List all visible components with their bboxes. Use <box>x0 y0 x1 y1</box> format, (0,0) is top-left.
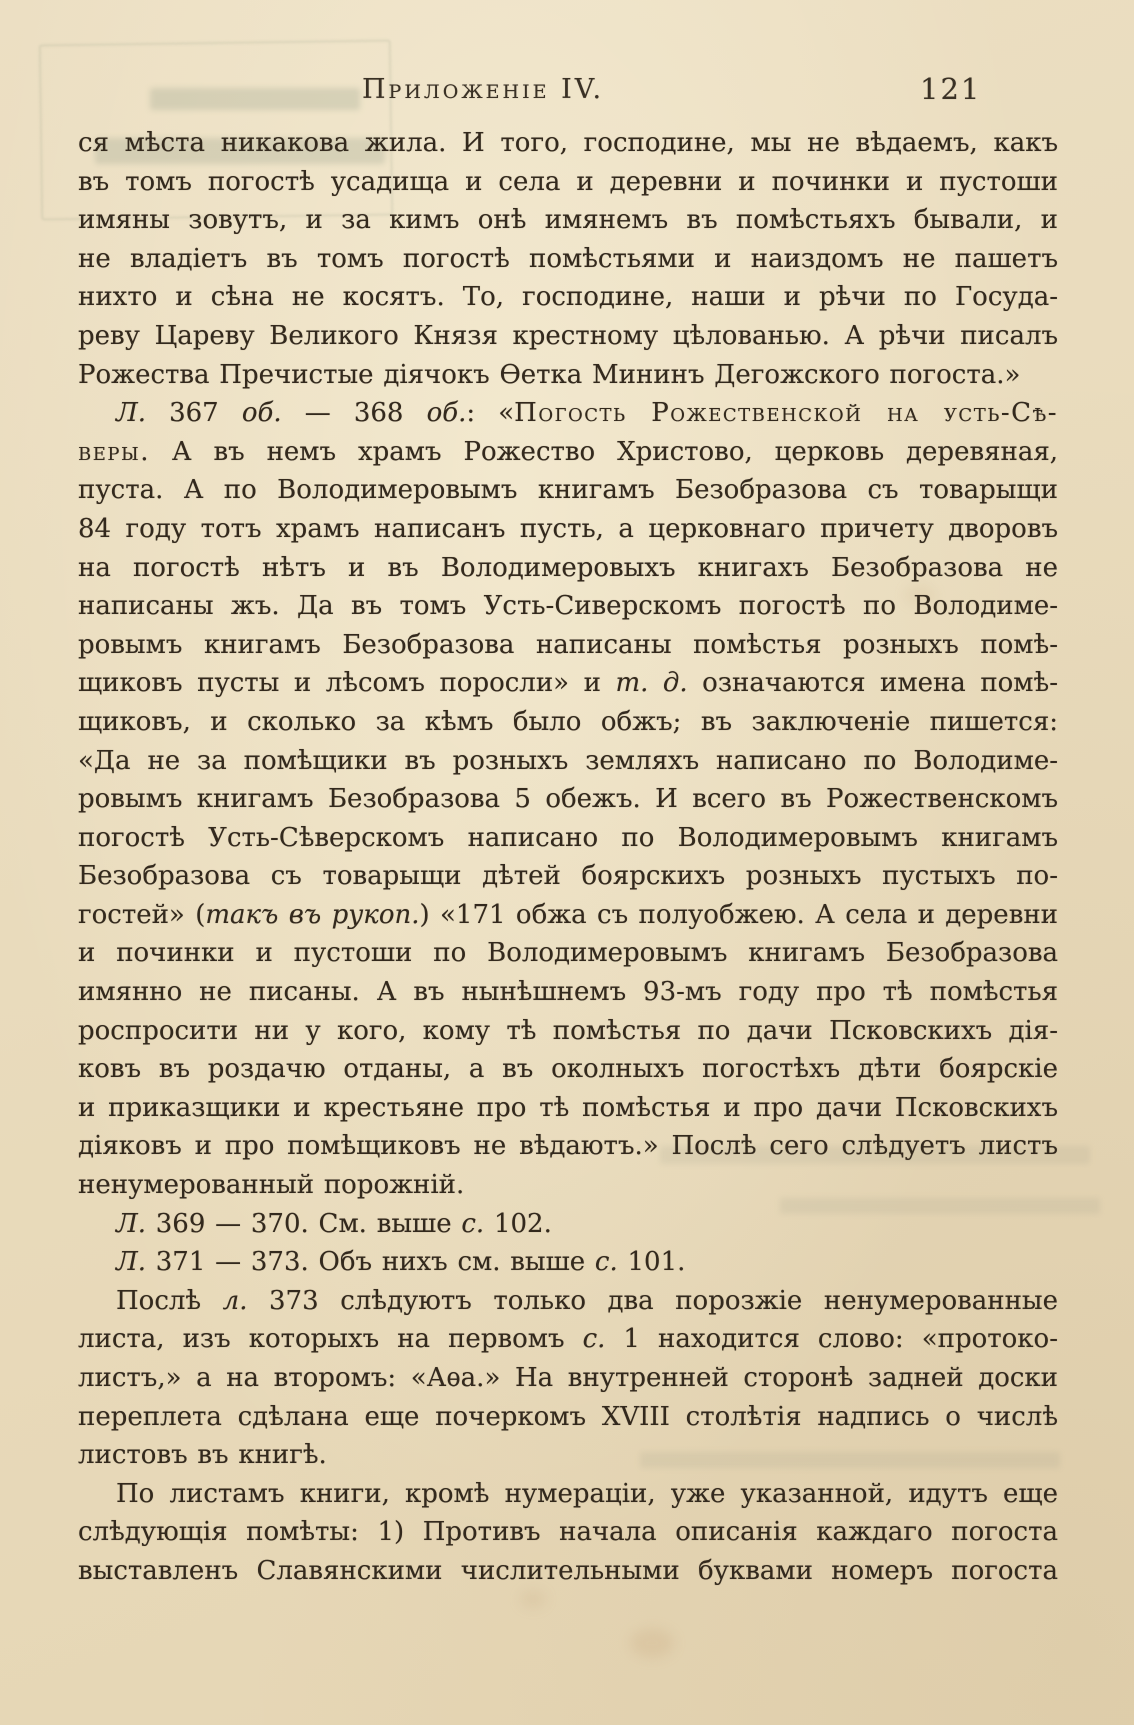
text-line: Рожества Пречистые діячокъ Ѳетка Мининъ Дегожского погоста.» <box>78 359 1021 390</box>
text-line: не владіетъ въ томъ погостѣ помѣстьями и наиздомъ не пашетъ <box>78 243 1058 274</box>
text-line: «Да не за помѣщики въ розныхъ земляхъ написано по Володиме- <box>78 745 1058 776</box>
text-line: на погостѣ нѣтъ и въ Володимеровыхъ книгахъ Безобразова не <box>78 552 1058 583</box>
paper-stain <box>520 1590 546 1608</box>
text-line: листъ,» а на второмъ: «Аѳа.» На внутренней сторонѣ задней доски <box>78 1363 1058 1393</box>
text-line: 84 году тотъ храмъ написанъ пусть, а церковнаго причету дворовъ <box>78 513 1058 544</box>
text-line: написаны жъ. Да въ томъ Усть-Сиверскомъ погостѣ по Володиме- <box>78 591 1058 622</box>
text-line: листа, изъ которыхъ на первомъ с. 1 находится слово: «протоко- <box>78 1324 1058 1355</box>
text-line: гостей» (такъ въ рукоп.) «171 обжа съ полуобжею. А села и деревни <box>78 899 1058 930</box>
text-line: нихто и сѣна не косятъ. То, господине, наши и рѣчи по Госуда- <box>78 282 1058 313</box>
running-head-title: Приложеніе IV. <box>362 74 605 105</box>
text-line: ненумерованный порожній. <box>78 1170 465 1201</box>
text-line: имяны зовутъ, и за кимъ онѣ имянемъ въ помѣстьяхъ бывали, и <box>78 205 1058 236</box>
text-line: роспросити ни у кого, кому тѣ помѣстья по дачи Псковскихъ дія- <box>78 1015 1058 1046</box>
text-line: выставленъ Славянскими числительными буквами номеръ погоста <box>78 1555 1058 1586</box>
text-line: щиковъ пусты и лѣсомъ поросли» и т. д. означаются имена помѣ- <box>78 668 1058 699</box>
text-line: ся мѣста никакова жила. И того, господине, мы не вѣдаемъ, какъ <box>78 128 1058 158</box>
text-line: пуста. А по Володимеровымъ книгамъ Безобразова съ товарыщи <box>78 475 1058 506</box>
text-line: веры. А въ немъ храмъ Рожество Христово, церковь деревяная, <box>78 436 1058 467</box>
text-line: погостѣ Усть-Сѣверскомъ написано по Володимеровымъ книгамъ <box>78 822 1058 853</box>
text-line: діяковъ и про помѣщиковъ не вѣдаютъ.» Послѣ сего слѣдуетъ листъ <box>78 1131 1058 1162</box>
text-line: щиковъ, и сколько за кѣмъ было обжъ; въ заключеніе пишется: <box>78 706 1058 737</box>
text-line: ковъ въ роздачю отданы, а въ околныхъ погостѣхъ дѣти боярскіе <box>78 1054 1058 1085</box>
text-line: ровымъ книгамъ Безобразова написаны помѣстья розныхъ помѣ- <box>78 629 1058 660</box>
text-line: листовъ въ книгѣ. <box>78 1440 327 1471</box>
text-line: имянно не писаны. А въ нынѣшнемъ 93-мъ году про тѣ помѣстья <box>78 977 1058 1008</box>
text-line: По листамъ книги, кромѣ нумераціи, уже указанной, идутъ еще <box>116 1478 1058 1509</box>
text-line: Л. 367 об. — 368 об.: «Погость Рожественской на усть-Сѣ- <box>116 398 1059 429</box>
text-line: переплета сдѣлана еще почеркомъ XVIII столѣтія надпись о числѣ <box>78 1401 1058 1432</box>
text-line: Л. 369 — 370. См. выше с. 102. <box>116 1208 552 1239</box>
bleed-through-text-row <box>150 88 360 110</box>
page-number: 121 <box>920 72 982 106</box>
body-text <box>78 124 1058 1591</box>
text-line: Л. 371 — 373. Объ нихъ см. выше с. 101. <box>116 1247 686 1278</box>
paper-stain <box>630 1628 674 1658</box>
text-line: Послѣ л. 373 слѣдуютъ только два порозжіе ненумерованные <box>116 1285 1058 1316</box>
text-line: реву Цареву Великого Князя крестному цѣлованью. А рѣчи писалъ <box>78 320 1058 351</box>
text-line: и приказщики и крестьяне про тѣ помѣстья и про дачи Псковскихъ <box>78 1092 1058 1123</box>
text-line: въ томъ погостѣ усадища и села и деревни и починки и пустоши <box>78 166 1058 197</box>
text-line: слѣдующія помѣты: 1) Противъ начала описанія каждаго погоста <box>78 1517 1058 1548</box>
text-line: и починки и пустоши по Володимеровымъ книгамъ Безобразова <box>78 938 1058 969</box>
text-line: Безобразова съ товарыщи дѣтей боярскихъ розныхъ пустыхъ по- <box>78 861 1058 892</box>
text-line: ровымъ книгамъ Безобразова 5 обежъ. И всего въ Рожественскомъ <box>78 784 1058 815</box>
